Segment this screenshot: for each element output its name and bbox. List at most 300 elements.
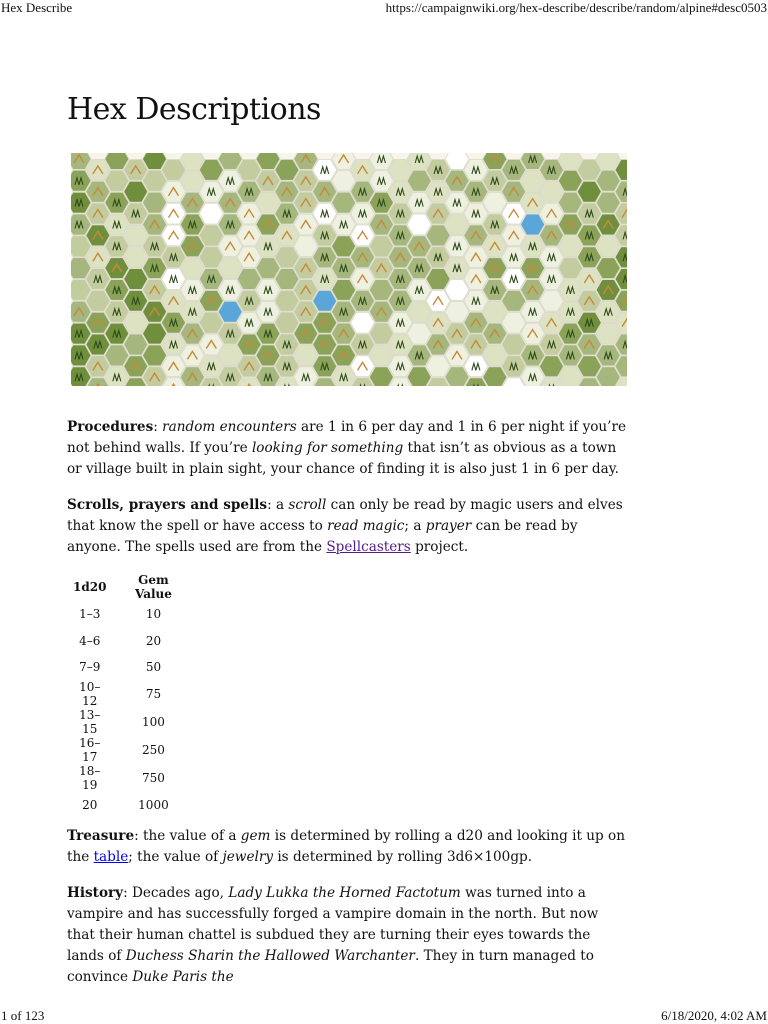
hex-tile [483,214,507,235]
hex-tile [86,312,110,333]
table-row [67,627,194,653]
hex-tile [351,160,375,181]
hex-tile [521,192,545,213]
hex-tile [577,312,601,333]
hex-tile [577,291,601,312]
hex-tile [218,280,242,301]
hex-tile [180,301,204,322]
hex-tile [596,192,620,213]
hex-tile [86,160,110,181]
print-header-title: Hex Describe [1,0,73,15]
procedures-label: Procedures [67,419,154,435]
roll-cell: 4–6 [79,633,101,648]
print-header [0,0,768,16]
hex-tile [521,214,545,235]
hex-tile [502,312,526,333]
lady-lukka-name: Lady Lukka the Horned Factotum [228,885,461,901]
scrolls-paragraph [67,495,627,558]
text-run: that isn’t as obvious as a town or village built in plain sight, your chance of finding it is also just 1 in 6 per day. [67,440,619,477]
hex-tile [199,203,223,224]
print-header-url: https://campaignwiki.org/hex-describe/describe/random/alpine#desc0503 [385,0,767,15]
hex-tile [445,345,469,366]
hex-tile [199,312,223,333]
hex-tile [351,203,375,224]
hex-tile [445,214,469,235]
hex-tile [313,334,337,355]
hex-tile [521,301,545,322]
random-encounters-term: random encounters [162,419,297,435]
hex-tile [369,258,393,279]
hex-tile [502,160,526,181]
hex-tile [426,312,450,333]
hex-tile [180,345,204,366]
hex-tile [426,269,450,290]
page-title: Hex Descriptions [67,92,321,127]
hex-tile [275,312,299,333]
hex-tile [313,160,337,181]
hex-tile [199,291,223,312]
gem-term: gem [240,828,271,844]
hex-tile [237,225,261,246]
hex-tile [256,214,280,235]
hex-tile [294,323,318,344]
hex-tile [143,345,167,366]
hex-tile [124,181,148,202]
hex-tile [294,258,318,279]
hex-tile [388,203,412,224]
hex-tile [162,160,186,181]
hex-tile [388,269,412,290]
hex-tile [143,323,167,344]
hex-tile [162,225,186,246]
hex-tile [162,181,186,202]
looking-for-something-term: looking for something [251,440,404,456]
hex-tile [218,345,242,366]
hex-tile [105,280,129,301]
hex-tile [464,291,488,312]
hex-tile [275,160,299,181]
print-footer [0,1008,768,1024]
hex-tile [105,323,129,344]
hex-tile [275,269,299,290]
hex-tile [162,356,186,377]
hex-tile [143,214,167,235]
text-run: : Decades ago, [123,885,229,901]
hex-map-image [71,153,627,386]
hex-tile [483,192,507,213]
hex-tile [237,312,261,333]
hex-tile [351,247,375,268]
hex-tile [540,312,564,333]
hex-tile [124,291,148,312]
text-run: project. [410,539,469,555]
hex-tile [426,356,450,377]
hex-tile [86,225,110,246]
hex-tile [86,334,110,355]
hex-tile [256,345,280,366]
hex-tile [426,225,450,246]
hex-tile [502,225,526,246]
hex-tile [86,203,110,224]
hex-tile [483,258,507,279]
hex-tile [162,291,186,312]
hex-tile [256,323,280,344]
hex-tile [237,160,261,181]
hex-tile [313,203,337,224]
hex-tile [256,258,280,279]
hex-tile [369,280,393,301]
hex-tile [521,258,545,279]
procedures-paragraph [67,417,627,480]
hex-tile [86,269,110,290]
hex-tile [483,301,507,322]
spellcasters-link[interactable]: Spellcasters [326,539,411,555]
hex-tile [502,334,526,355]
hex-tile [540,334,564,355]
hex-tile [369,323,393,344]
hex-tile [464,160,488,181]
hex-tile [162,312,186,333]
hex-tile [218,258,242,279]
hex-tile [596,345,620,366]
hex-tile [596,214,620,235]
treasure-label: Treasure [67,828,135,844]
hex-tile [577,269,601,290]
hex-tile [445,280,469,301]
hex-tile [199,181,223,202]
hex-tile [294,236,318,257]
text-run: are 1 in 6 per day and 1 in 6 per night if you’re not behind walls. If you’re [67,419,627,456]
hex-tile [143,236,167,257]
hex-tile [162,203,186,224]
hex-tile [540,247,564,268]
hex-tile [445,170,469,191]
hex-tile [332,345,356,366]
roll-cell: 10–12 [79,680,101,709]
hex-tile [105,301,129,322]
hex-tile [143,301,167,322]
hex-map [71,153,627,386]
hex-tile [521,236,545,257]
hex-tile [540,203,564,224]
table-header-row [67,573,194,601]
hex-tile [521,280,545,301]
hex-tile [558,192,582,213]
hex-tile [237,181,261,202]
hex-tile [540,225,564,246]
duchess-sharin-name: Duchess Sharin the Hallowed Warchanter [125,948,415,964]
hex-tile [483,323,507,344]
hex-tile [464,225,488,246]
hex-tile [105,258,129,279]
hex-tile [577,247,601,268]
hex-tile [445,301,469,322]
column-header-roll: 1d20 [73,580,107,594]
hex-tile [237,334,261,355]
hex-tile [521,170,545,191]
hex-tile [502,203,526,224]
treasure-paragraph [67,826,627,868]
hex-tile [237,291,261,312]
table-row [67,764,194,792]
hex-tile [426,291,450,312]
value-cell: 250 [142,743,165,758]
hex-tile [180,192,204,213]
value-cell: 750 [142,771,165,786]
hex-tile [464,203,488,224]
hex-tile [407,323,431,344]
hex-tile [596,258,620,279]
hex-tile [407,301,431,322]
hex-tile [199,247,223,268]
hex-tile [180,323,204,344]
hex-tile [388,160,412,181]
hex-tile [388,356,412,377]
hex-tile [332,170,356,191]
hex-tile [388,312,412,333]
scrolls-label: Scrolls, prayers and spells [67,497,268,513]
hex-tile [256,280,280,301]
hex-tile [332,323,356,344]
hex-tile [332,301,356,322]
text-run: was turned into a vampire and has successfully forged a vampire domain in the north. But now that their human chattel is subdued they are turning their eyes towards the lands of [67,885,599,964]
hex-tile [218,170,242,191]
hex-tile [351,291,375,312]
hex-tile [105,214,129,235]
roll-cell: 18–19 [79,764,101,793]
hex-tile [369,236,393,257]
hex-tile [105,170,129,191]
hex-tile [86,181,110,202]
hex-tile [502,291,526,312]
hex-tile [332,280,356,301]
hex-tile [464,356,488,377]
hex-tile [351,181,375,202]
jewelry-term: jewelry [222,849,274,865]
column-header-gem-value: Gem Value [135,573,172,601]
hex-tile [407,280,431,301]
hex-tile [369,301,393,322]
hex-tile [256,170,280,191]
hex-tile [275,334,299,355]
duke-paris-name: Duke Paris the [132,969,234,985]
hex-tile [275,356,299,377]
hex-tile [143,192,167,213]
hex-tile [407,345,431,366]
hex-tile [426,160,450,181]
hex-tile [558,258,582,279]
hex-tile [332,236,356,257]
hex-tile [558,170,582,191]
hex-tile [407,236,431,257]
hex-tile [596,301,620,322]
value-cell: 1000 [138,798,169,813]
hex-tile [388,291,412,312]
hex-tile [86,247,110,268]
hex-tile [426,247,450,268]
hex-tile [540,356,564,377]
hex-tile [256,192,280,213]
hex-tile [105,236,129,257]
hex-tile [464,269,488,290]
value-cell: 50 [145,659,162,674]
text-run: : [153,419,163,435]
text-run: : a [267,497,289,513]
text-run: ; the value of [128,849,223,865]
hex-tile [540,181,564,202]
hex-tile [199,269,223,290]
hex-tile [294,301,318,322]
hex-tile [294,192,318,213]
hex-tile [502,269,526,290]
hex-tile [313,181,337,202]
table-row [67,680,194,708]
text-run: is determined by rolling a d20 and looking it up on the [67,828,625,865]
hex-tile [180,214,204,235]
text-run: . They in turn managed to convince [67,948,594,985]
hex-tile [464,334,488,355]
hex-tile [275,225,299,246]
hex-tile [369,170,393,191]
hex-tile [199,334,223,355]
hex-tile [218,301,242,322]
hex-tile [313,247,337,268]
hex-tile [445,323,469,344]
table-row [67,601,194,627]
hex-tile [294,170,318,191]
hex-tile [388,181,412,202]
hex-tile [502,247,526,268]
hex-tile [445,258,469,279]
hex-tile [86,356,110,377]
hex-tile [577,181,601,202]
table-row [67,708,194,736]
hex-tile [180,280,204,301]
hex-tile [558,301,582,322]
hex-tile [407,170,431,191]
hex-tile [577,160,601,181]
hex-tile [483,236,507,257]
hex-tile [237,247,261,268]
text-run: can be read by anyone. The spells used are from the [67,518,578,555]
hex-tile [294,214,318,235]
hex-tile [388,247,412,268]
hex-tile [464,181,488,202]
prayer-term: prayer [425,518,472,534]
value-cell: 20 [145,633,162,648]
hex-tile [313,225,337,246]
hex-tile [180,170,204,191]
hex-tile [313,269,337,290]
value-cell: 10 [145,607,162,622]
hex-tile [351,334,375,355]
hex-tile [199,225,223,246]
hex-tile [332,214,356,235]
hex-tile [294,280,318,301]
hex-tile [464,312,488,333]
hex-tile [199,160,223,181]
hex-tile [388,334,412,355]
roll-cell: 16–17 [79,736,101,765]
table-row [67,792,194,818]
hex-tile [369,345,393,366]
hex-tile [218,323,242,344]
hex-tile [540,291,564,312]
hex-tile [86,291,110,312]
hex-tile [162,269,186,290]
print-footer-datetime: 6/18/2020, 4:02 AM [661,1008,767,1023]
hex-tile [369,192,393,213]
roll-cell: 1–3 [79,607,101,622]
hex-tile [558,214,582,235]
hex-tile [577,356,601,377]
hex-tile [256,236,280,257]
hex-tile [596,323,620,344]
hex-tile [426,203,450,224]
table-link[interactable]: table [93,849,129,865]
hex-tile [521,323,545,344]
hex-tile [502,356,526,377]
hex-tile [332,192,356,213]
text-run: : the value of a [134,828,241,844]
hex-tile [143,258,167,279]
hex-tile [180,236,204,257]
hex-tile [105,345,129,366]
hex-tile [162,334,186,355]
hex-tile [275,247,299,268]
text-run: can only be read by magic users and elves that know the spell or have access to [67,497,623,534]
hex-tile [407,258,431,279]
hex-tile [218,236,242,257]
value-cell: 100 [142,715,165,730]
roll-cell: 7–9 [79,659,101,674]
hex-tile [351,225,375,246]
text-run: ; a [404,518,426,534]
hex-tile [124,225,148,246]
hex-tile [351,269,375,290]
hex-tile [369,214,393,235]
hex-tile [124,203,148,224]
hex-tile [105,192,129,213]
hex-tile [540,269,564,290]
hex-tile [313,291,337,312]
hex-tile [407,214,431,235]
hex-tile [237,203,261,224]
hex-tile [407,192,431,213]
hex-tile [388,225,412,246]
table-row [67,654,194,680]
hex-tile [180,258,204,279]
hex-tile [275,291,299,312]
hex-tile [445,236,469,257]
history-paragraph [67,883,627,988]
read-magic-term: read magic [327,518,405,534]
hex-tile [577,334,601,355]
hex-tile [124,247,148,268]
hex-tile [558,323,582,344]
hex-tile [256,301,280,322]
hex-tile [124,334,148,355]
hex-tile [218,192,242,213]
hex-tile [143,280,167,301]
hex-tile [237,356,261,377]
hex-tile [124,356,148,377]
hex-tile [577,203,601,224]
hex-tile [596,236,620,257]
hex-tile [445,192,469,213]
hex-tile [483,170,507,191]
scroll-term: scroll [288,497,327,513]
